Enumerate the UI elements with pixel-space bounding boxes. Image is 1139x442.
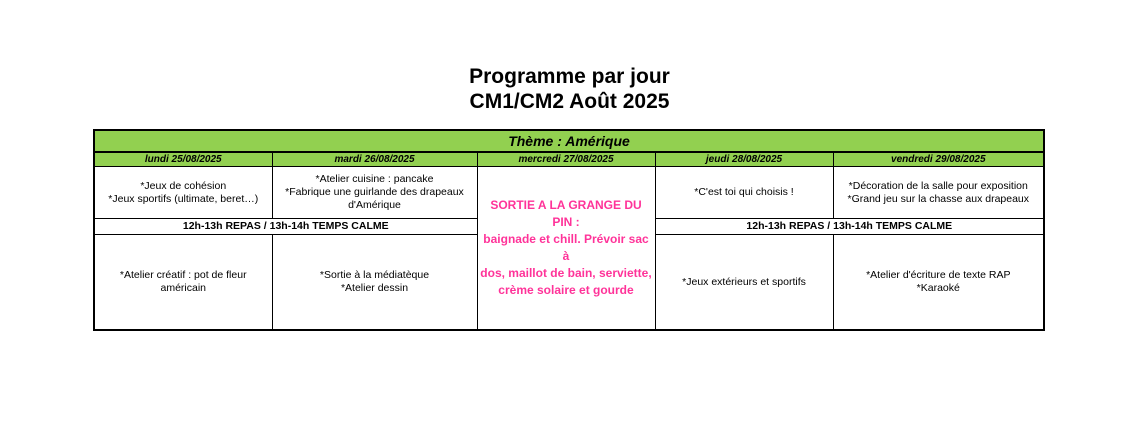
activity-line: *Décoration de la salle pour exposition [848,179,1028,192]
activity-line: *Jeux de cohésion [140,179,227,192]
outing-line: crème solaire et gourde [498,283,634,297]
activity-line: *Karaoké [916,282,960,294]
morning-tuesday [272,167,477,219]
activity-line: *Sortie à la médiatèque [319,269,430,281]
day-header-thursday: jeudi 28/08/2025 [655,152,833,167]
activity-line: *Atelier d'écriture de texte RAP [866,269,1011,281]
activity-line: *Jeux sportifs (ultimate, beret…) [108,192,259,205]
activity-line: américain [160,282,207,294]
theme-row [94,130,1044,152]
afternoon-monday [94,235,272,331]
page-subtitle: CM1/CM2 Août 2025 [469,90,670,113]
theme-header: Thème : Amérique [94,130,1044,152]
outing-line: dos, maillot de bain, serviette, [480,266,652,280]
activity-line: *Grand jeu sur la chasse aux drapeaux [847,192,1030,205]
activity-line: *Jeux extérieurs et sportifs [682,275,806,288]
wednesday-outing [477,167,655,331]
lunch-break-left: 12h-13h REPAS / 13h-14h TEMPS CALME [94,219,477,235]
day-header-wednesday: mercredi 27/08/2025 [477,152,655,167]
afternoon-friday [833,235,1044,331]
morning-friday [833,167,1044,219]
lunch-break-right: 12h-13h REPAS / 13h-14h TEMPS CALME [655,219,1044,235]
day-header-monday: lundi 25/08/2025 [94,152,272,167]
days-header-row [94,152,1044,167]
activity-line: *Fabrique une guirlande des drapeaux [285,186,464,198]
activity-line: *Atelier créatif : pot de fleur [119,269,247,281]
activity-line: *Atelier cuisine : pancake [315,173,434,185]
afternoon-tuesday [272,235,477,331]
outing-line: SORTIE A LA GRANGE DU PIN : [490,198,642,229]
activity-line: d'Amérique [348,199,401,211]
afternoon-thursday [655,235,833,331]
activity-line: *Atelier dessin [340,282,409,294]
day-header-tuesday: mardi 26/08/2025 [272,152,477,167]
activity-line: *C'est toi qui choisis ! [694,186,794,198]
day-header-friday: vendredi 29/08/2025 [833,152,1044,167]
schedule-table [93,129,1045,331]
morning-row [94,167,1044,219]
page-title: Programme par jour [469,65,670,88]
morning-monday [94,167,272,219]
morning-thursday [655,167,833,219]
outing-line: baignade et chill. Prévoir sac à [483,232,649,263]
